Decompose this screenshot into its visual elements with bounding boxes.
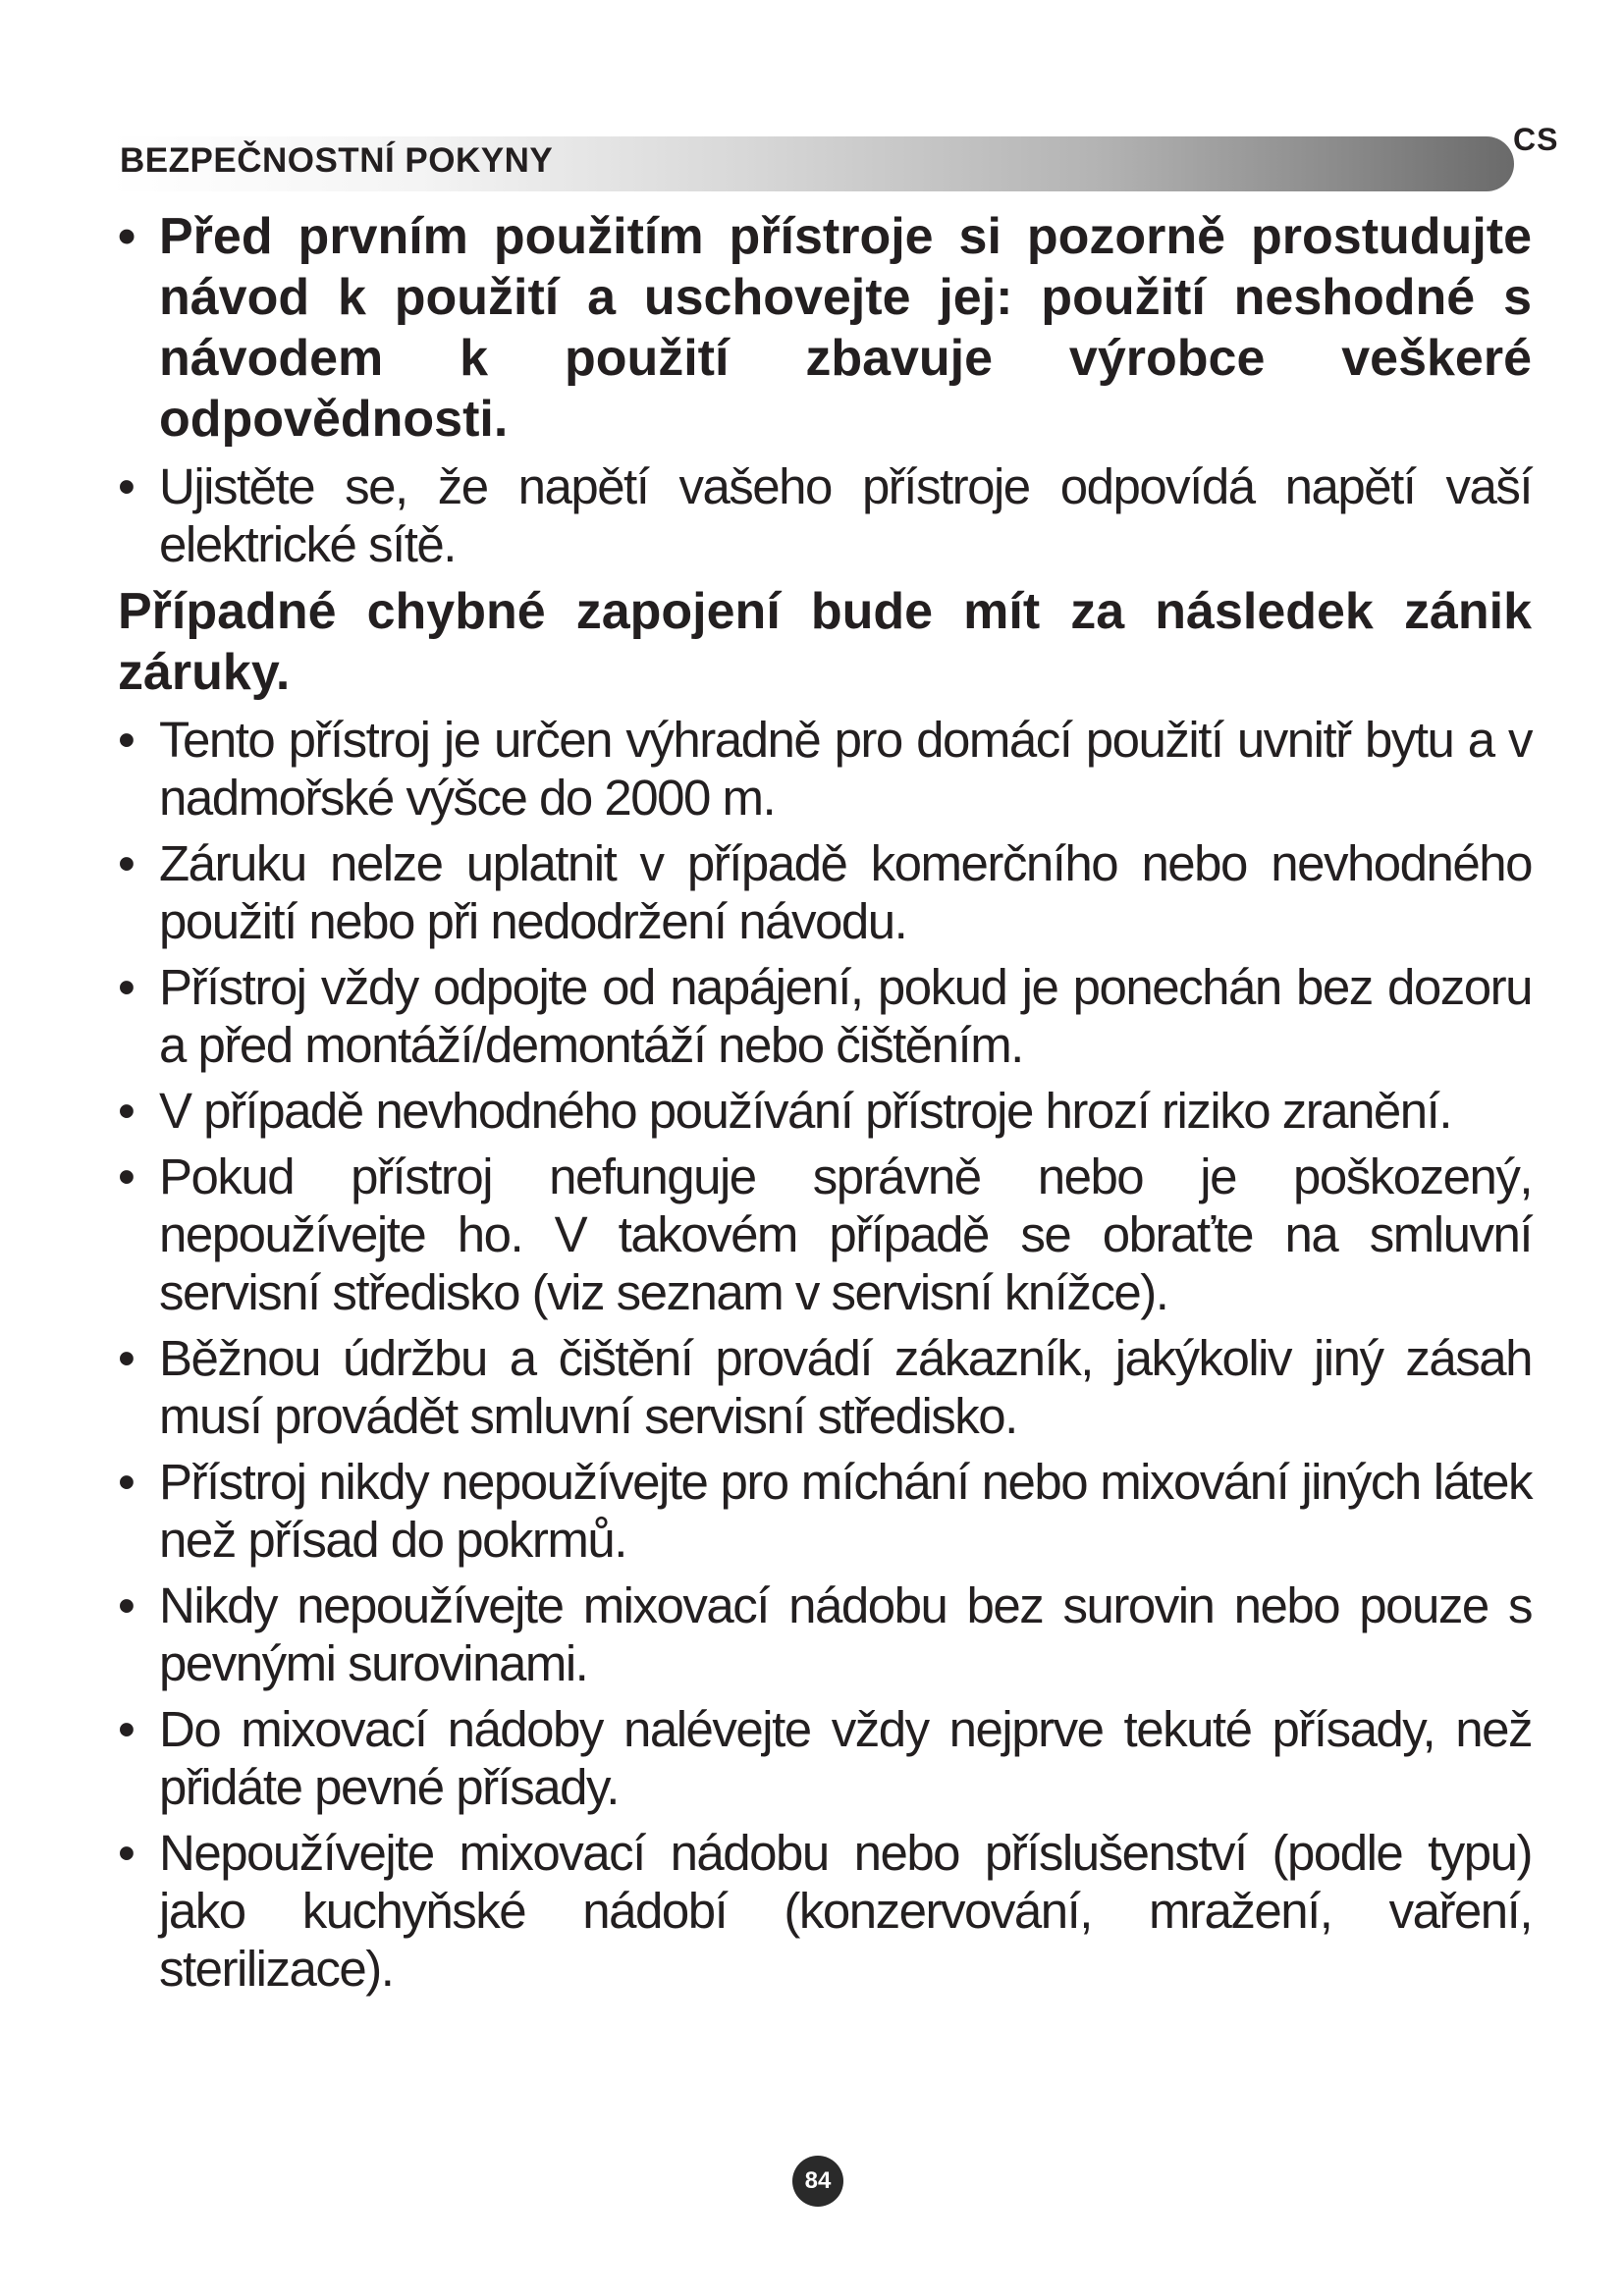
list-item-text: Ujistěte se, že napětí vašeho přístroje odpovídá napětí vaší elektrické sítě. — [159, 458, 1532, 572]
list-item-text: Nepoužívejte mixovací nádobu nebo příslušenství (podle typu) jako kuchyňské nádobí (konzervování, mražení, vaření, sterilizace). — [159, 1825, 1532, 1997]
bullet-icon: • — [118, 835, 135, 891]
bullet-icon: • — [118, 712, 135, 768]
list-item — [118, 711, 1532, 827]
list-item-text: Záruku nelze uplatnit v případě komerčního nebo nevhodného použití nebo při nedodržení návodu. — [159, 835, 1532, 949]
list-item — [118, 206, 1532, 450]
list-item-text: Tento přístroj je určen výhradně pro domácí použití uvnitř bytu a v nadmořské výšce do 2000 m. — [159, 712, 1532, 826]
list-item — [118, 1453, 1532, 1569]
list-item — [118, 1576, 1532, 1692]
list-item — [118, 457, 1532, 573]
safety-instructions-list — [118, 206, 1532, 2005]
bullet-icon: • — [118, 1330, 135, 1386]
list-item — [118, 1082, 1532, 1140]
bullet-icon: • — [118, 1701, 135, 1757]
bullet-icon: • — [118, 458, 135, 514]
bullet-icon: • — [118, 1577, 135, 1633]
page-number-badge: 84 — [792, 2156, 843, 2207]
bullet-icon: • — [118, 1825, 135, 1881]
bullet-icon: • — [118, 1148, 135, 1204]
list-item — [118, 1148, 1532, 1321]
list-item-text: V případě nevhodného používání přístroje hrozí riziko zranění. — [159, 1083, 1451, 1139]
list-item-text: Přístroj nikdy nepoužívejte pro míchání nebo mixování jiných látek než přísad do pokrmů. — [159, 1454, 1532, 1568]
list-item — [118, 1329, 1532, 1445]
list-item-text: Do mixovací nádoby nalévejte vždy nejprve tekuté přísady, než přidáte pevné přísady. — [159, 1701, 1532, 1815]
list-item — [118, 958, 1532, 1074]
warning-text: Případné chybné zapojení bude mít za následek zánik záruky. — [118, 583, 1532, 701]
bullet-icon: • — [118, 959, 135, 1015]
list-item — [118, 1700, 1532, 1816]
language-code: CS — [1513, 122, 1559, 157]
list-item — [118, 1824, 1532, 1998]
bullet-icon: • — [118, 208, 136, 265]
warning-paragraph — [118, 581, 1532, 703]
list-item-text: Nikdy nepoužívejte mixovací nádobu bez surovin nebo pouze s pevnými surovinami. — [159, 1577, 1532, 1691]
bullet-icon: • — [118, 1454, 135, 1510]
list-item-text: Přístroj vždy odpojte od napájení, pokud je ponechán bez dozoru a před montáží/demontáží nebo čištěním. — [159, 959, 1532, 1073]
list-item — [118, 834, 1532, 950]
bullet-icon: • — [118, 1083, 135, 1139]
list-item-text: Běžnou údržbu a čištění provádí zákazník, jakýkoliv jiný zásah musí provádět smluvní servisní středisko. — [159, 1330, 1532, 1444]
list-item-text: Pokud přístroj nefunguje správně nebo je poškozený, nepoužívejte ho. V takovém případě se obraťte na smluvní servisní středisko (viz seznam v servisní knížce). — [159, 1148, 1532, 1320]
list-item-text: Před prvním použitím přístroje si pozorně prostudujte návod k použití a uschovejte jej: použití neshodné s návodem k použití zbavuje výrobce veškeré odpovědnosti. — [159, 208, 1532, 448]
section-title: BEZPEČNOSTNÍ POKYNY — [120, 141, 554, 180]
